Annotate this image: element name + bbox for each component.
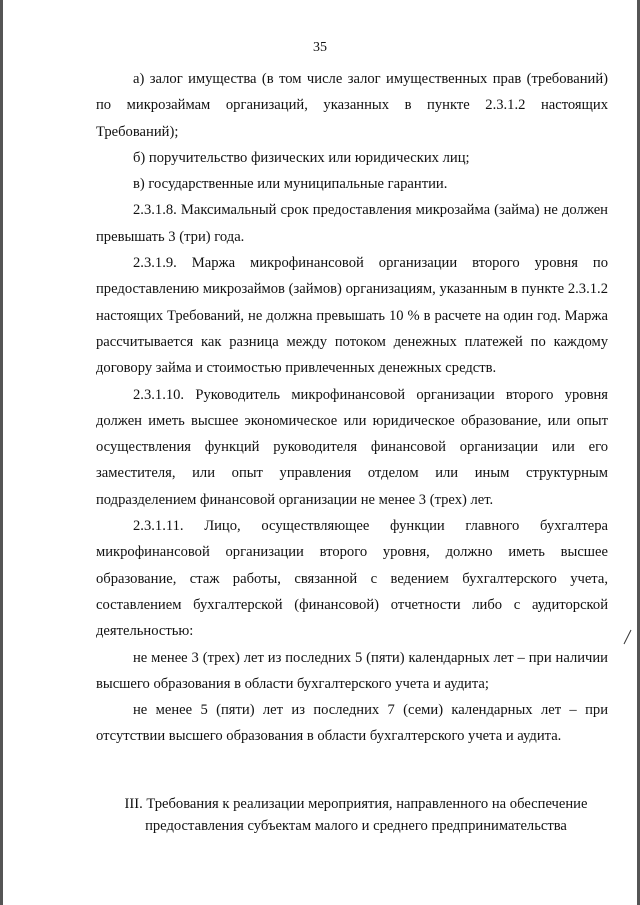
paragraph-2-3-1-11: 2.3.1.11. Лицо, осуществляющее функции главного бухгалтера микрофинансовой организации второго уровня, должно иметь высшее образование, стаж работы, связанной с ведением бухгалтерского учета, составлением бухгалтерской (финансовой) отчетности либо с аудиторской деятельностью:	[96, 518, 608, 640]
section-heading-line-2: предоставления субъектам малого и среднего предпринимательства	[145, 818, 567, 834]
paragraph-guarantee-persons: б) поручительство физических или юридических лиц;	[133, 149, 470, 166]
paragraph-state-guarantees: в) государственные или муниципальные гарантии.	[133, 176, 448, 193]
paragraph-experience-without-education: не менее 5 (пяти) лет из последних 7 (семи) календарных лет – при отсутствии высшего образования в области бухгалтерского учета и аудита.	[96, 702, 608, 745]
paragraph-2-3-1-10: 2.3.1.10. Руководитель микрофинансовой организации второго уровня должен иметь высшее экономическое или юридическое образование, или опыт осуществления функций руководителя финансовой организации или его заместителя, или опыт управления отделом или иным структурным подразделением финансовой организации не менее 3 (трех) лет.	[96, 386, 608, 508]
document-body	[96, 66, 608, 750]
paragraph-experience-with-education: не менее 3 (трех) лет из последних 5 (пяти) календарных лет – при наличии высшего образования в области бухгалтерского учета и аудита;	[96, 649, 608, 692]
page-number: 35	[313, 40, 327, 55]
paragraph-collateral-property: а) залог имущества (в том числе залог имущественных прав (требований) по микрозаймам организаций, указанных в пункте 2.3.1.2 настоящих Требований);	[96, 71, 608, 140]
paragraph-2-3-1-9: 2.3.1.9. Маржа микрофинансовой организации второго уровня по предоставлению микрозаймов (займов) организациям, указанным в пункте 2.3.1.2 настоящих Требований, не должна превышать 10 % в расчете на один год. Маржа рассчитывается как разница между потоком денежных платежей по каждому договору займа и стоимостью привлеченных денежных средств.	[96, 255, 608, 377]
scan-edge-left	[0, 0, 3, 905]
margin-pen-mark	[622, 628, 634, 646]
section-heading	[106, 793, 606, 837]
section-heading-line-1: III. Требования к реализации мероприятия, направленного на обеспечение	[124, 796, 588, 812]
paragraph-2-3-1-8: 2.3.1.8. Максимальный срок предоставления микрозайма (займа) не должен превышать 3 (три) года.	[96, 202, 608, 245]
